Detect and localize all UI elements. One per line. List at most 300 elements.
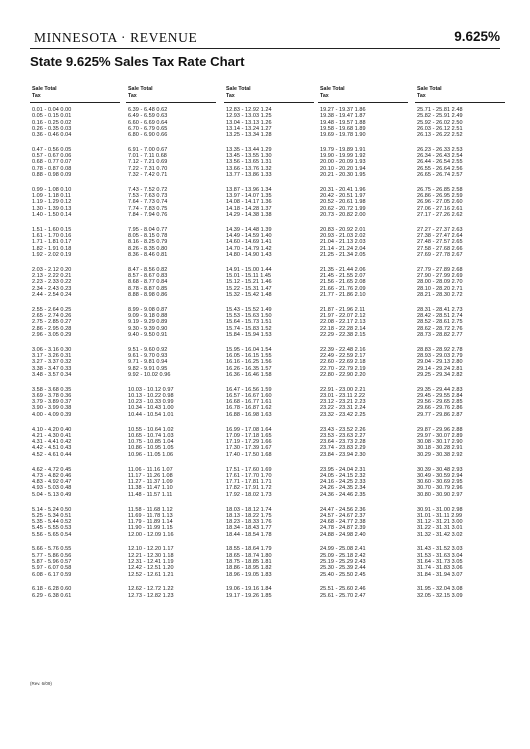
table-row: 22.39 - 22.48 2.16 — [320, 346, 366, 353]
table-row: 27.69 - 27.78 2.67 — [417, 251, 463, 258]
table-row: 20.62 - 20.72 1.99 — [320, 205, 366, 212]
table-row: 18.86 - 18.95 1.82 — [226, 565, 272, 572]
table-row: 7.64 - 7.73 0.74 — [128, 199, 168, 206]
table-row: 4.93 - 5.03 0.48 — [32, 485, 72, 492]
table-row: 12.42 - 12.51 1.20 — [128, 565, 174, 572]
table-row: 17.71 - 17.81 1.71 — [226, 479, 272, 486]
table-row: 22.18 - 22.28 2.14 — [320, 325, 366, 332]
table-row: 8.47 - 8.56 0.82 — [128, 266, 168, 273]
table-row: 21.97 - 22.07 2.12 — [320, 313, 366, 320]
table-row: 15.43 - 15.52 1.49 — [226, 306, 272, 313]
table-row: 1.71 - 1.81 0.17 — [32, 239, 72, 246]
table-row: 12.10 - 12.20 1.17 — [128, 546, 174, 553]
table-row: 31.32 - 31.42 3.02 — [417, 531, 463, 538]
table-row: 30.18 - 30.28 2.91 — [417, 445, 463, 452]
table-row: 12.83 - 12.92 1.24 — [226, 107, 272, 113]
tax-rate-label: 9.625% — [454, 29, 500, 44]
table-row: 2.44 - 2.54 0.24 — [32, 291, 72, 298]
table-row: 10.23 - 10.33 0.99 — [128, 399, 174, 406]
table-row: 16.99 - 17.08 1.64 — [226, 426, 272, 433]
column-header — [224, 86, 314, 103]
table-row: 18.34 - 18.43 1.77 — [226, 525, 272, 532]
table-row: 19.06 - 19.16 1.84 — [226, 586, 272, 593]
table-row: 2.13 - 2.22 0.21 — [32, 273, 72, 280]
column-header-tax: Tax — [226, 93, 235, 99]
table-row: 27.27 - 27.37 2.63 — [417, 226, 463, 233]
table-row: 17.61 - 17.70 1.70 — [226, 472, 272, 479]
table-row: 30.49 - 30.59 2.94 — [417, 472, 463, 479]
table-row: 9.40 - 9.50 0.91 — [128, 331, 168, 338]
table-row: 24.68 - 24.77 2.38 — [320, 519, 366, 526]
table-row: 31.64 - 31.73 3.05 — [417, 558, 463, 565]
table-row: 3.90 - 3.99 0.38 — [32, 405, 72, 412]
table-row: 8.78 - 8.87 0.85 — [128, 285, 168, 292]
table-row: 31.53 - 31.63 3.04 — [417, 552, 463, 559]
table-row: 15.53 - 15.63 1.50 — [226, 313, 272, 320]
table-row: 16.88 - 16.98 1.63 — [226, 411, 272, 418]
column-header-tax: Tax — [32, 93, 41, 99]
table-row: 7.12 - 7.21 0.69 — [128, 159, 168, 166]
column-header — [415, 86, 505, 103]
table-row: 10.13 - 10.22 0.98 — [128, 392, 174, 399]
table-column — [415, 86, 505, 599]
table-row: 3.17 - 3.26 0.31 — [32, 352, 72, 359]
table-row: 26.44 - 26.54 2.55 — [417, 159, 463, 166]
table-row: 12.21 - 12.30 1.18 — [128, 552, 174, 559]
table-row: 1.92 - 2.02 0.19 — [32, 251, 72, 258]
table-column — [224, 86, 314, 599]
table-row: 23.43 - 23.52 2.26 — [320, 426, 366, 433]
table-row: 16.57 - 16.67 1.60 — [226, 392, 272, 399]
table-row: 30.29 - 30.38 2.92 — [417, 451, 463, 458]
table-row: 19.90 - 19.99 1.92 — [320, 153, 366, 160]
table-row: 7.32 - 7.42 0.71 — [128, 172, 168, 179]
table-row: 26.34 - 26.43 2.54 — [417, 153, 463, 160]
table-row: 28.62 - 28.72 2.76 — [417, 325, 463, 332]
column-header-tax: Tax — [128, 93, 137, 99]
table-row: 0.88 - 0.98 0.09 — [32, 172, 72, 179]
revision-note: (Rev. 6/09) — [30, 681, 52, 686]
column-header-sale-total: Sale Total — [32, 86, 57, 92]
column-header-tax: Tax — [320, 93, 329, 99]
table-row: 8.99 - 9.08 0.87 — [128, 306, 168, 313]
table-row: 1.09 - 1.18 0.11 — [32, 193, 71, 200]
table-row: 18.75 - 18.85 1.81 — [226, 558, 272, 565]
table-row: 9.92 - 10.02 0.96 — [128, 371, 171, 378]
table-row: 23.53 - 23.63 2.27 — [320, 432, 366, 439]
table-row: 4.62 - 4.72 0.45 — [32, 466, 72, 473]
table-row: 16.26 - 16.35 1.57 — [226, 365, 272, 372]
table-row: 20.42 - 20.51 1.97 — [320, 193, 366, 200]
table-row: 0.16 - 0.25 0.02 — [32, 119, 72, 126]
table-row: 10.44 - 10.54 1.01 — [128, 411, 174, 418]
table-row: 14.91 - 15.00 1.44 — [226, 266, 272, 273]
table-row: 10.03 - 10.12 0.97 — [128, 386, 174, 393]
table-row: 19.27 - 19.37 1.86 — [320, 107, 366, 113]
table-row: 22.49 - 22.59 2.17 — [320, 352, 366, 359]
table-row: 11.27 - 11.37 1.09 — [128, 479, 173, 486]
table-row: 5.87 - 5.96 0.57 — [32, 558, 72, 565]
table-row: 28.73 - 28.82 2.77 — [417, 331, 463, 338]
table-row: 28.83 - 28.92 2.78 — [417, 346, 463, 353]
table-row: 13.14 - 13.24 1.27 — [226, 125, 272, 132]
table-row: 6.08 - 6.17 0.59 — [32, 571, 72, 578]
table-row: 29.97 - 30.07 2.89 — [417, 432, 463, 439]
table-row: 4.42 - 4.51 0.43 — [32, 445, 72, 452]
table-row: 5.66 - 5.76 0.55 — [32, 546, 72, 553]
table-row: 11.58 - 11.68 1.12 — [128, 506, 173, 513]
table-row: 15.01 - 15.11 1.45 — [226, 273, 272, 280]
table-row: 25.09 - 25.18 2.42 — [320, 552, 366, 559]
table-row: 14.60 - 14.69 1.41 — [226, 239, 272, 246]
table-row: 29.87 - 29.96 2.88 — [417, 426, 463, 433]
table-row: 21.87 - 21.96 2.11 — [320, 306, 366, 313]
table-row: 5.97 - 6.07 0.58 — [32, 565, 72, 572]
table-row: 1.19 - 1.29 0.12 — [32, 199, 72, 206]
table-row: 6.60 - 6.69 0.64 — [128, 119, 168, 126]
table-row: 20.00 - 20.09 1.93 — [320, 159, 366, 166]
table-row: 19.58 - 19.68 1.89 — [320, 125, 366, 132]
table-row: 5.04 - 5.13 0.49 — [32, 491, 72, 498]
table-row: 22.08 - 22.17 2.13 — [320, 319, 366, 326]
table-row: 23.12 - 23.21 2.23 — [320, 399, 366, 406]
table-row: 18.65 - 18.74 1.80 — [226, 552, 272, 559]
table-row: 17.30 - 17.39 1.67 — [226, 445, 272, 452]
table-row: 23.74 - 23.83 2.29 — [320, 445, 366, 452]
table-row: 2.34 - 2.43 0.23 — [32, 285, 72, 292]
table-row: 17.92 - 18.02 1.73 — [226, 491, 272, 498]
table-row: 21.56 - 21.65 2.08 — [320, 279, 366, 286]
table-row: 1.40 - 1.50 0.14 — [32, 211, 72, 218]
table-row: 27.79 - 27.89 2.68 — [417, 266, 463, 273]
table-row: 8.68 - 8.77 0.84 — [128, 279, 168, 286]
table-row: 9.82 - 9.91 0.95 — [128, 365, 168, 372]
column-header — [30, 86, 120, 103]
table-row: 9.51 - 9.60 0.92 — [128, 346, 168, 353]
header-rule — [30, 48, 500, 49]
table-row: 22.91 - 23.00 2.21 — [320, 386, 366, 393]
table-row: 3.06 - 3.16 0.30 — [32, 346, 72, 353]
table-row: 29.35 - 29.44 2.83 — [417, 386, 463, 393]
table-row: 14.18 - 14.28 1.37 — [226, 205, 272, 212]
table-row: 27.38 - 27.47 2.64 — [417, 233, 463, 240]
table-row: 24.78 - 24.87 2.39 — [320, 525, 366, 532]
table-row: 17.51 - 17.60 1.69 — [226, 466, 272, 473]
table-row: 17.40 - 17.50 1.68 — [226, 451, 272, 458]
table-row: 5.14 - 5.24 0.50 — [32, 506, 72, 513]
table-row: 15.22 - 15.31 1.47 — [226, 285, 272, 292]
table-row: 21.77 - 21.86 2.10 — [320, 291, 366, 298]
table-row: 11.48 - 11.57 1.11 — [128, 491, 173, 498]
column-header-sale-total: Sale Total — [128, 86, 153, 92]
table-row: 3.58 - 3.68 0.35 — [32, 386, 72, 393]
table-row: 3.27 - 3.37 0.32 — [32, 359, 72, 366]
table-row: 20.52 - 20.61 1.98 — [320, 199, 366, 206]
table-row: 27.90 - 27.99 2.69 — [417, 273, 463, 280]
table-row: 15.64 - 15.73 1.51 — [226, 319, 272, 326]
table-row: 10.65 - 10.74 1.03 — [128, 432, 174, 439]
table-row: 22.70 - 22.79 2.19 — [320, 365, 366, 372]
table-row: 25.40 - 25.50 2.45 — [320, 571, 366, 578]
table-row: 22.60 - 22.69 2.18 — [320, 359, 366, 366]
table-row: 16.36 - 16.46 1.58 — [226, 371, 272, 378]
table-row: 24.99 - 25.08 2.41 — [320, 546, 366, 553]
table-row: 23.22 - 23.31 2.24 — [320, 405, 366, 412]
table-row: 4.83 - 4.92 0.47 — [32, 479, 72, 486]
table-row: 7.01 - 7.11 0.68 — [128, 153, 167, 160]
table-row: 11.38 - 11.47 1.10 — [128, 485, 173, 492]
table-row: 8.16 - 8.25 0.79 — [128, 239, 168, 246]
table-row: 24.26 - 24.35 2.34 — [320, 485, 366, 492]
table-row: 16.68 - 16.77 1.61 — [226, 399, 272, 406]
table-row: 17.09 - 17.18 1.65 — [226, 432, 272, 439]
table-row: 16.16 - 16.25 1.56 — [226, 359, 272, 366]
table-row: 31.12 - 31.21 3.00 — [417, 519, 463, 526]
table-row: 20.93 - 21.03 2.02 — [320, 233, 366, 240]
table-row: 5.56 - 5.65 0.54 — [32, 531, 72, 538]
table-row: 25.51 - 25.60 2.46 — [320, 586, 366, 593]
table-row: 15.32 - 15.42 1.48 — [226, 291, 272, 298]
table-row: 14.29 - 14.38 1.38 — [226, 211, 272, 218]
table-row: 5.77 - 5.86 0.56 — [32, 552, 72, 559]
table-row: 29.14 - 29.24 2.81 — [417, 365, 463, 372]
table-row: 3.69 - 3.78 0.36 — [32, 392, 72, 399]
table-row: 29.66 - 29.76 2.86 — [417, 405, 463, 412]
table-row: 4.73 - 4.82 0.46 — [32, 472, 72, 479]
table-row: 5.45 - 5.55 0.53 — [32, 525, 72, 532]
table-row: 29.56 - 29.65 2.85 — [417, 399, 463, 406]
table-row: 15.12 - 15.21 1.46 — [226, 279, 272, 286]
table-row: 24.47 - 24.56 2.36 — [320, 506, 366, 513]
table-row: 13.87 - 13.96 1.34 — [226, 186, 272, 193]
table-row: 2.86 - 2.95 0.28 — [32, 325, 72, 332]
table-row: 16.78 - 16.87 1.62 — [226, 405, 272, 412]
page-title: State 9.625% Sales Tax Rate Chart — [30, 54, 245, 69]
table-row: 0.57 - 0.67 0.06 — [32, 153, 72, 160]
table-row: 18.44 - 18.54 1.78 — [226, 531, 272, 538]
table-row: 29.04 - 29.13 2.80 — [417, 359, 463, 366]
table-row: 6.29 - 6.38 0.61 — [32, 592, 72, 599]
table-row: 7.95 - 8.04 0.77 — [128, 226, 168, 233]
table-row: 14.70 - 14.79 1.42 — [226, 245, 272, 252]
table-row: 2.55 - 2.64 0.25 — [32, 306, 72, 313]
table-row: 11.79 - 11.89 1.14 — [128, 519, 173, 526]
table-row: 18.96 - 19.05 1.83 — [226, 571, 272, 578]
table-row: 0.05 - 0.15 0.01 — [32, 113, 72, 120]
table-row: 32.05 - 32.15 3.09 — [417, 592, 463, 599]
table-row: 5.25 - 5.34 0.51 — [32, 512, 72, 519]
table-row: 13.77 - 13.86 1.33 — [226, 172, 272, 179]
table-column — [318, 86, 408, 599]
table-row: 0.47 - 0.56 0.05 — [32, 146, 72, 153]
table-row: 11.69 - 11.78 1.13 — [128, 512, 173, 519]
table-row: 19.48 - 19.57 1.88 — [320, 119, 366, 126]
table-row: 28.31 - 28.41 2.73 — [417, 306, 463, 313]
table-row: 28.00 - 28.09 2.70 — [417, 279, 463, 286]
table-row: 0.78 - 0.87 0.08 — [32, 165, 72, 172]
table-row: 26.75 - 26.85 2.58 — [417, 186, 463, 193]
table-row: 18.23 - 18.33 1.76 — [226, 519, 272, 526]
table-row: 3.79 - 3.89 0.37 — [32, 399, 72, 406]
table-row: 13.56 - 13.65 1.31 — [226, 159, 272, 166]
table-row: 21.45 - 21.55 2.07 — [320, 273, 366, 280]
minnesota-revenue-logo: MINNESOTA · REVENUE — [34, 30, 198, 45]
table-column — [126, 86, 216, 599]
table-row: 16.05 - 16.15 1.55 — [226, 352, 272, 359]
table-row: 20.31 - 20.41 1.96 — [320, 186, 366, 193]
table-row: 2.65 - 2.74 0.26 — [32, 313, 72, 320]
table-row: 13.35 - 13.44 1.29 — [226, 146, 272, 153]
table-row: 27.17 - 27.26 2.62 — [417, 211, 463, 218]
table-row: 27.48 - 27.57 2.65 — [417, 239, 463, 246]
table-row: 12.31 - 12.41 1.19 — [128, 558, 174, 565]
table-row: 12.93 - 13.03 1.25 — [226, 113, 272, 120]
table-row: 9.30 - 9.39 0.90 — [128, 325, 168, 332]
table-row: 4.21 - 4.30 0.41 — [32, 432, 72, 439]
table-row: 6.80 - 6.90 0.66 — [128, 132, 168, 139]
table-row: 24.88 - 24.98 2.40 — [320, 531, 366, 538]
table-row: 31.84 - 31.94 3.07 — [417, 571, 463, 578]
table-row: 28.21 - 28.30 2.72 — [417, 291, 463, 298]
table-row: 19.79 - 19.89 1.91 — [320, 146, 366, 153]
table-column — [30, 86, 120, 599]
tax-rate-table — [30, 86, 500, 678]
table-row: 23.84 - 23.94 2.30 — [320, 451, 366, 458]
table-row: 12.52 - 12.61 1.21 — [128, 571, 174, 578]
table-row: 11.17 - 11.26 1.08 — [128, 472, 173, 479]
table-row: 26.23 - 26.33 2.53 — [417, 146, 463, 153]
table-row: 4.52 - 4.61 0.44 — [32, 451, 72, 458]
table-row: 30.39 - 30.48 2.93 — [417, 466, 463, 473]
table-row: 21.04 - 21.13 2.03 — [320, 239, 366, 246]
table-row: 11.06 - 11.16 1.07 — [128, 466, 173, 473]
table-row: 23.01 - 23.11 2.22 — [320, 392, 366, 399]
table-row: 22.29 - 22.38 2.15 — [320, 331, 366, 338]
table-row: 30.08 - 30.17 2.90 — [417, 439, 463, 446]
table-row: 23.64 - 23.73 2.28 — [320, 439, 366, 446]
table-row: 4.10 - 4.20 0.40 — [32, 426, 72, 433]
table-row: 19.38 - 19.47 1.87 — [320, 113, 366, 120]
table-row: 9.09 - 9.18 0.88 — [128, 313, 168, 320]
table-row: 18.55 - 18.64 1.79 — [226, 546, 272, 553]
table-row: 10.86 - 10.95 1.05 — [128, 445, 174, 452]
table-row: 4.31 - 4.41 0.42 — [32, 439, 72, 446]
table-row: 15.74 - 15.83 1.52 — [226, 325, 272, 332]
table-row: 14.08 - 14.17 1.36 — [226, 199, 272, 206]
table-row: 27.06 - 27.16 2.61 — [417, 205, 463, 212]
table-row: 7.22 - 7.31 0.70 — [128, 165, 168, 172]
table-row: 20.10 - 20.20 1.94 — [320, 165, 366, 172]
table-row: 8.36 - 8.46 0.81 — [128, 251, 168, 258]
table-row: 7.84 - 7.94 0.76 — [128, 211, 168, 218]
table-row: 31.95 - 32.04 3.08 — [417, 586, 463, 593]
table-row: 28.10 - 28.20 2.71 — [417, 285, 463, 292]
table-row: 24.05 - 24.15 2.32 — [320, 472, 366, 479]
column-header-sale-total: Sale Total — [320, 86, 345, 92]
table-row: 3.48 - 3.57 0.34 — [32, 371, 72, 378]
table-row: 13.66 - 13.76 1.32 — [226, 165, 272, 172]
table-row: 0.36 - 0.46 0.04 — [32, 132, 72, 139]
table-row: 3.38 - 3.47 0.33 — [32, 365, 72, 372]
table-row: 29.77 - 29.86 2.87 — [417, 411, 463, 418]
table-row: 31.43 - 31.52 3.03 — [417, 546, 463, 553]
table-row: 25.92 - 26.02 2.50 — [417, 119, 463, 126]
table-row: 20.83 - 20.92 2.01 — [320, 226, 366, 233]
table-row: 25.61 - 25.70 2.47 — [320, 592, 366, 599]
table-row: 0.68 - 0.77 0.07 — [32, 159, 72, 166]
table-row: 14.49 - 14.59 1.40 — [226, 233, 272, 240]
table-row: 21.14 - 21.24 2.04 — [320, 245, 366, 252]
table-row: 12.62 - 12.72 1.22 — [128, 586, 174, 593]
table-row: 30.60 - 30.69 2.95 — [417, 479, 463, 486]
column-header-sale-total: Sale Total — [417, 86, 442, 92]
table-row: 29.25 - 29.34 2.82 — [417, 371, 463, 378]
table-row: 26.13 - 26.22 2.52 — [417, 132, 463, 139]
table-row: 10.75 - 10.85 1.04 — [128, 439, 174, 446]
table-row: 26.96 - 27.05 2.60 — [417, 199, 463, 206]
table-row: 9.71 - 9.81 0.94 — [128, 359, 168, 366]
table-row: 26.86 - 26.95 2.59 — [417, 193, 463, 200]
table-row: 13.04 - 13.13 1.26 — [226, 119, 272, 126]
table-row: 7.74 - 7.83 0.75 — [128, 205, 168, 212]
column-header-tax: Tax — [417, 93, 426, 99]
table-row: 24.57 - 24.67 2.37 — [320, 512, 366, 519]
table-row: 19.17 - 19.26 1.85 — [226, 592, 272, 599]
table-row: 15.84 - 15.94 1.53 — [226, 331, 272, 338]
table-row: 31.74 - 31.83 3.06 — [417, 565, 463, 572]
table-row: 20.73 - 20.82 2.00 — [320, 211, 366, 218]
table-row: 30.91 - 31.00 2.98 — [417, 506, 463, 513]
column-header — [126, 86, 216, 103]
table-row: 14.39 - 14.48 1.39 — [226, 226, 272, 233]
table-row: 13.97 - 14.07 1.35 — [226, 193, 272, 200]
table-row: 0.26 - 0.35 0.03 — [32, 125, 72, 132]
table-row: 6.70 - 6.79 0.65 — [128, 125, 168, 132]
table-row: 2.96 - 3.05 0.29 — [32, 331, 72, 338]
table-row: 8.05 - 8.15 0.78 — [128, 233, 168, 240]
table-row: 18.13 - 18.22 1.75 — [226, 512, 272, 519]
table-row: 9.19 - 9.29 0.89 — [128, 319, 168, 326]
table-row: 30.70 - 30.79 2.96 — [417, 485, 463, 492]
table-row: 24.36 - 24.46 2.35 — [320, 491, 366, 498]
table-row: 7.43 - 7.52 0.72 — [128, 186, 168, 193]
table-row: 25.19 - 25.29 2.43 — [320, 558, 366, 565]
table-row: 1.51 - 1.60 0.15 — [32, 226, 72, 233]
table-row: 31.22 - 31.31 3.01 — [417, 525, 463, 532]
table-row: 13.45 - 13.55 1.30 — [226, 153, 272, 160]
table-row: 1.61 - 1.70 0.16 — [32, 233, 72, 240]
table-row: 7.53 - 7.63 0.73 — [128, 193, 168, 200]
table-row: 1.30 - 1.39 0.13 — [32, 205, 72, 212]
table-row: 0.99 - 1.08 0.10 — [32, 186, 72, 193]
table-row: 18.03 - 18.12 1.74 — [226, 506, 272, 513]
table-row: 14.80 - 14.90 1.43 — [226, 251, 272, 258]
table-row: 8.88 - 8.98 0.86 — [128, 291, 168, 298]
table-row: 21.66 - 21.76 2.09 — [320, 285, 366, 292]
table-row: 9.61 - 9.70 0.93 — [128, 352, 168, 359]
table-row: 10.96 - 11.05 1.06 — [128, 451, 174, 458]
table-row: 6.39 - 6.48 0.62 — [128, 107, 168, 113]
table-row: 26.65 - 26.74 2.57 — [417, 172, 463, 179]
table-row: 15.95 - 16.04 1.54 — [226, 346, 272, 353]
table-row: 26.55 - 26.64 2.56 — [417, 165, 463, 172]
table-row: 26.03 - 26.12 2.51 — [417, 125, 463, 132]
table-row: 23.95 - 24.04 2.31 — [320, 466, 366, 473]
table-row: 17.82 - 17.91 1.72 — [226, 485, 272, 492]
table-row: 6.91 - 7.00 0.67 — [128, 146, 168, 153]
table-row: 28.42 - 28.51 2.74 — [417, 313, 463, 320]
table-row: 21.35 - 21.44 2.06 — [320, 266, 366, 273]
